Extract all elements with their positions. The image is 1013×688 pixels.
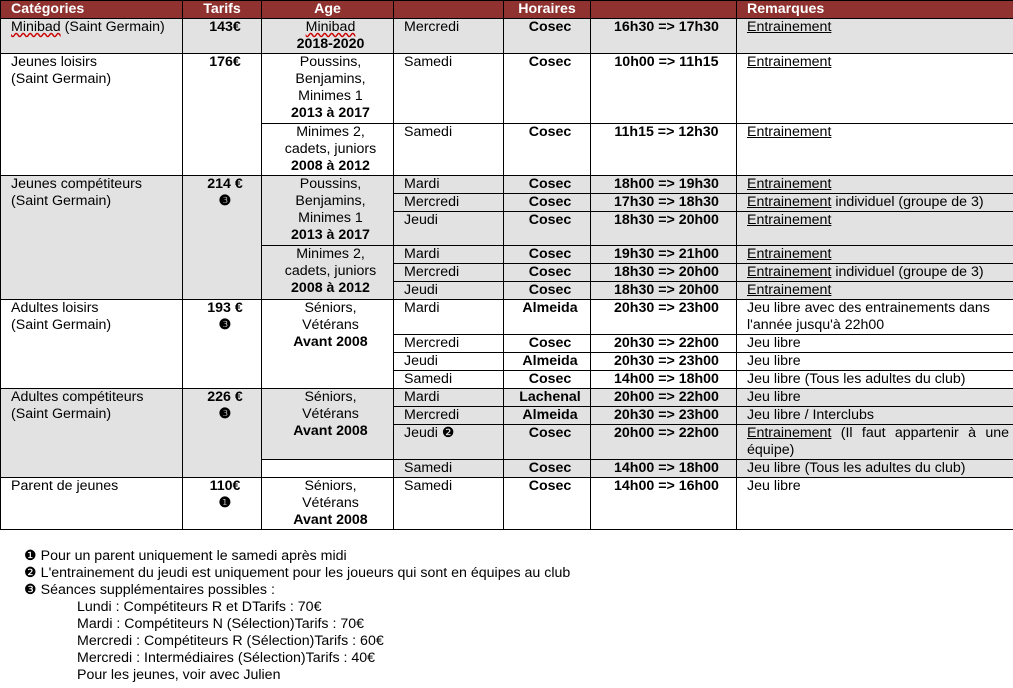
age-line: Minimes 2, — [296, 124, 365, 140]
time-cell: 18h30 => 20h00 — [591, 282, 737, 300]
age-years: Avant 2008 — [293, 334, 368, 350]
age-line: Benjamins, — [295, 71, 366, 87]
cat-place: (Saint Germain) — [11, 317, 112, 333]
row-minibad — [1, 19, 1013, 54]
time-cell: 14h00 => 18h00 — [591, 371, 737, 389]
tarif-value: 193 € — [207, 300, 243, 316]
cat-adultes-competiteurs — [1, 389, 183, 478]
place-cell: Cosec — [504, 282, 591, 300]
remark-cell: Jeu libre — [737, 478, 1013, 530]
place-cell: Cosec — [504, 212, 591, 246]
remark-cell: Jeu libre / Interclubs — [737, 407, 1013, 425]
day-cell: Jeudi — [394, 353, 504, 371]
cat-place: (Saint Germain) — [11, 406, 112, 422]
remark-cell — [737, 54, 1013, 124]
tarif-minibad: 143€ — [183, 19, 262, 54]
footnote-1 — [24, 548, 570, 565]
remark-cell: Jeu libre avec des entrainements dans l'année jusqu'à 22h00 — [737, 300, 1013, 335]
row-jeunes-loisirs-1 — [1, 54, 1013, 124]
time-cell: 20h30 => 22h00 — [591, 335, 737, 353]
remark-cell — [737, 425, 1013, 460]
remark-text: Entrainement — [747, 212, 832, 228]
time-cell: 10h00 => 11h15 — [591, 54, 737, 124]
place-cell: Cosec — [504, 371, 591, 389]
day-cell: Mardi — [394, 389, 504, 407]
extra-session-price: Tarifs : 40€ — [305, 650, 376, 666]
extra-session-label: Lundi : Compétiteurs R et D — [77, 599, 253, 615]
day-cell: Samedi — [394, 54, 504, 124]
footnote-marker: ❷ — [24, 565, 37, 581]
cat-name: Jeunes compétiteurs — [11, 176, 142, 192]
remark-text: individuel (groupe de 3) — [831, 194, 984, 210]
day-cell: Mardi — [394, 300, 504, 335]
time-cell: 18h30 => 20h00 — [591, 212, 737, 246]
extra-session — [24, 650, 570, 667]
place-cell: Cosec — [504, 246, 591, 264]
remark-cell — [737, 124, 1013, 176]
header-remarques: Remarques — [737, 1, 1013, 19]
row-parent-de-jeunes — [1, 478, 1013, 530]
age-line: Benjamins, — [295, 193, 366, 209]
age-parent-de-jeunes — [262, 478, 394, 530]
time-cell: 18h30 => 20h00 — [591, 264, 737, 282]
remark-cell — [737, 19, 1013, 54]
footnote-text: Pour un parent uniquement le samedi après midi — [36, 548, 347, 564]
header-tarifs: Tarifs — [183, 1, 262, 19]
footnote-marker: ❸ — [218, 317, 232, 333]
extra-session — [24, 616, 570, 633]
tarif-value: 110€ — [209, 478, 241, 494]
tarif-parent-de-jeunes — [183, 478, 262, 530]
time-cell: 16h30 => 17h30 — [591, 19, 737, 54]
age-years: 2008 à 2012 — [291, 280, 370, 296]
place-cell: Cosec — [504, 460, 591, 478]
age-line: Minimes 1 — [298, 210, 363, 226]
age-jl-2 — [262, 124, 394, 176]
footnote-marker: ❸ — [218, 406, 232, 422]
place-cell: Cosec — [504, 176, 591, 194]
age-years: 2013 à 2017 — [291, 227, 370, 243]
time-cell: 20h00 => 22h00 — [591, 425, 737, 460]
remark-cell: Jeu libre (Tous les adultes du club) — [737, 371, 1013, 389]
time-cell: 11h15 => 12h30 — [591, 124, 737, 176]
extra-session-label: Mardi : Compétiteurs N (Sélection) — [77, 616, 295, 632]
time-cell: 17h30 => 18h30 — [591, 194, 737, 212]
remark-cell — [737, 212, 1013, 246]
age-adultes-loisirs — [262, 300, 394, 389]
remark-text: Entrainement — [747, 19, 832, 35]
footnote-3 — [24, 582, 570, 599]
day-cell: Samedi — [394, 371, 504, 389]
age-line: Poussins, — [299, 176, 362, 192]
extra-session-label: Mercredi : Intermédiaires (Sélection) — [77, 650, 306, 666]
remark-underlined: Entrainement — [747, 194, 832, 210]
day-cell: Mercredi — [394, 335, 504, 353]
footnote-2 — [24, 565, 570, 582]
remark-text: (Il faut appartenir à une équipe) — [747, 425, 1009, 458]
footnote-marker: ❶ — [24, 548, 37, 564]
extra-session-label: Mercredi : Compétiteurs R (Sélection) — [77, 633, 315, 649]
tarif-adultes-competiteurs — [183, 389, 262, 478]
tarif-jeunes-loisirs: 176€ — [183, 54, 262, 176]
age-jc-2 — [262, 246, 394, 300]
place-cell: Almeida — [504, 407, 591, 425]
cat-place: (Saint Germain) — [11, 193, 112, 209]
time-cell: 20h30 => 23h00 — [591, 300, 737, 335]
cat-jeunes-loisirs — [1, 54, 183, 176]
remark-text: Entrainement — [747, 176, 832, 192]
place-cell: Lachenal — [504, 389, 591, 407]
remark-underlined: Entrainement — [747, 264, 832, 280]
age-line: cadets, juniors — [284, 263, 377, 279]
day-cell — [394, 425, 504, 460]
day-text: Jeudi — [404, 425, 438, 441]
row-jc-1 — [1, 176, 1013, 194]
cat-name: Jeunes loisirs — [11, 54, 97, 70]
extra-session-price: Tarifs : 60€ — [314, 633, 384, 649]
remark-cell: Jeu libre — [737, 389, 1013, 407]
header-age: Age — [262, 1, 394, 19]
age-line: Poussins, — [299, 54, 362, 70]
time-cell: 20h30 => 23h00 — [591, 407, 737, 425]
remark-cell — [737, 194, 1013, 212]
place-cell: Almeida — [504, 300, 591, 335]
time-cell: 14h00 => 18h00 — [591, 460, 737, 478]
age-empty — [262, 460, 394, 478]
day-cell: Jeudi — [394, 282, 504, 300]
header-horaires: Horaires — [504, 1, 591, 19]
cat-adultes-loisirs — [1, 300, 183, 389]
age-jl-1 — [262, 54, 394, 124]
footnote-marker: ❶ — [218, 495, 232, 511]
day-cell: Mardi — [394, 246, 504, 264]
cat-minibad — [1, 19, 183, 54]
cat-jeunes-competiteurs — [1, 176, 183, 300]
age-line: cadets, juniors — [284, 141, 377, 157]
remark-text: individuel (groupe de 3) — [831, 264, 984, 280]
remark-underlined: Entrainement — [747, 425, 832, 441]
place-cell: Cosec — [504, 478, 591, 530]
age-line: Minimes 2, — [296, 246, 365, 262]
day-cell: Mercredi — [394, 407, 504, 425]
remark-text: Entrainement — [747, 124, 832, 140]
day-cell: Mercredi — [394, 194, 504, 212]
age-years: 2008 à 2012 — [291, 158, 370, 174]
extra-session — [24, 633, 570, 650]
extra-session — [24, 599, 570, 616]
age-line: Séniors, — [304, 300, 357, 316]
age-line: Séniors, — [304, 389, 357, 405]
footnote-text: Séances supplémentaires possibles : — [36, 582, 275, 598]
age-adultes-competiteurs — [262, 389, 394, 460]
remark-text: Entrainement — [747, 246, 832, 262]
remark-cell — [737, 176, 1013, 194]
place-cell: Cosec — [504, 194, 591, 212]
tarif-value: 214 € — [207, 176, 243, 192]
day-cell: Mardi — [394, 176, 504, 194]
time-cell: 19h30 => 21h00 — [591, 246, 737, 264]
header-row — [1, 1, 1013, 19]
remark-text: Entrainement — [747, 282, 832, 298]
remark-cell: Jeu libre — [737, 335, 1013, 353]
row-ac-1 — [1, 389, 1013, 407]
footnote-marker: ❷ — [441, 425, 455, 441]
cat-minibad-name: Minibad — [11, 19, 61, 35]
remark-cell — [737, 246, 1013, 264]
footnote-last: Pour les jeunes, voir avec Julien — [77, 667, 281, 683]
cat-name: Adultes loisirs — [11, 300, 99, 316]
place-cell: Almeida — [504, 353, 591, 371]
age-years: Avant 2008 — [293, 423, 368, 439]
age-line: Séniors, — [304, 478, 357, 494]
tarif-value: 226 € — [207, 389, 243, 405]
remark-cell: Jeu libre (Tous les adultes du club) — [737, 460, 1013, 478]
remark-text: Entrainement — [747, 54, 832, 70]
day-cell: Mercredi — [394, 264, 504, 282]
footnote-marker: ❸ — [218, 193, 232, 209]
remark-cell — [737, 282, 1013, 300]
day-cell: Samedi — [394, 460, 504, 478]
extra-session-price: Tarifs : 70€ — [252, 599, 322, 615]
age-years: Avant 2008 — [293, 512, 368, 528]
age-line: Minimes 1 — [298, 88, 363, 104]
age-minibad-b: 2018-2020 — [296, 36, 365, 52]
footnote-text: L'entrainement du jeudi est uniquement pour les joueurs qui sont en équipes au club — [36, 565, 571, 581]
place-cell: Cosec — [504, 124, 591, 176]
row-al-1 — [1, 300, 1013, 335]
age-line: Vétérans — [302, 495, 359, 511]
remark-cell — [737, 264, 1013, 282]
cat-name: Adultes compétiteurs — [11, 389, 144, 405]
place-cell: Cosec — [504, 19, 591, 54]
day-cell: Samedi — [394, 124, 504, 176]
cat-parent-de-jeunes: Parent de jeunes — [1, 478, 183, 530]
extra-session-price: Tarifs : 70€ — [294, 616, 365, 632]
time-cell: 20h30 => 23h00 — [591, 353, 737, 371]
age-years: 2013 à 2017 — [291, 105, 370, 121]
day-cell: Jeudi — [394, 212, 504, 246]
time-cell: 20h00 => 22h00 — [591, 389, 737, 407]
place-cell: Cosec — [504, 335, 591, 353]
place-cell: Cosec — [504, 264, 591, 282]
footnotes — [24, 548, 570, 684]
age-line: Vétérans — [302, 317, 359, 333]
age-minibad — [262, 19, 394, 54]
remark-cell: Jeu libre — [737, 353, 1013, 371]
tarif-adultes-loisirs — [183, 300, 262, 389]
header-blank — [394, 1, 504, 19]
age-jc-1 — [262, 176, 394, 246]
age-minibad-a: Minibad — [305, 19, 356, 35]
place-cell: Cosec — [504, 54, 591, 124]
cat-minibad-place: (Saint Germain) — [60, 19, 165, 35]
day-cell: Samedi — [394, 478, 504, 530]
day-cell: Mercredi — [394, 19, 504, 54]
place-cell: Cosec — [504, 425, 591, 460]
header-blank-2 — [591, 1, 737, 19]
header-categories: Catégories — [1, 1, 183, 19]
age-line: Vétérans — [302, 406, 359, 422]
time-cell: 14h00 => 16h00 — [591, 478, 737, 530]
cat-place: (Saint Germain) — [11, 71, 112, 87]
footnote-marker: ❸ — [24, 582, 37, 598]
tarif-jeunes-competiteurs — [183, 176, 262, 300]
time-cell: 18h00 => 19h30 — [591, 176, 737, 194]
